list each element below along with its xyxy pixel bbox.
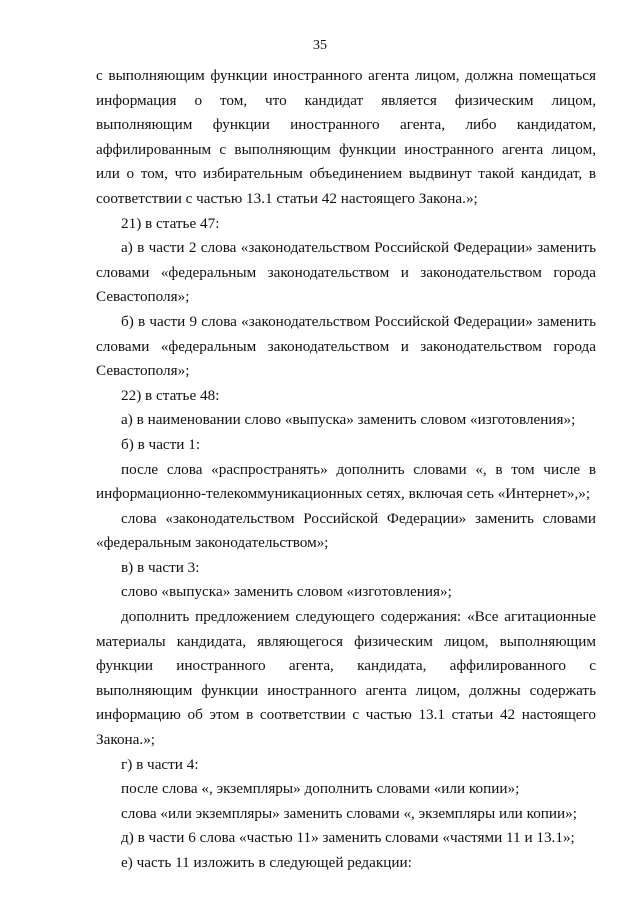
- document-body: [96, 64, 596, 876]
- paragraph-22g-addition: после слова «, экземпляры» дополнить словами «или копии»;: [121, 780, 520, 798]
- paragraph-22b-addition: после слова «распространять» дополнить словами «, в том числе в информационно-телекоммуникационных сетях, включая сеть «Интернет»,»;: [96, 460, 596, 503]
- paragraph-22g-replacement: слова «или экземпляры» заменить словами «, экземпляры или копии»;: [121, 804, 577, 822]
- paragraph-22b-replacement: слова «законодательством Российской Федерации» заменить словами «федеральным законодательством»;: [96, 509, 596, 552]
- paragraph-item-21a: а) в части 2 слова «законодательством Российской Федерации» заменить словами «федеральным законодательством и законодательством города Севастополя»;: [96, 239, 596, 306]
- paragraph-22v-replacement: слово «выпуска» заменить словом «изготовления»;: [121, 583, 452, 601]
- paragraph-item-22b: б) в части 1:: [121, 435, 201, 453]
- paragraph-item-22v: в) в части 3:: [121, 558, 200, 576]
- paragraph-item-22e: е) часть 11 изложить в следующей редакции:: [121, 854, 412, 871]
- paragraph-22v-addition: дополнить предложением следующего содержания: «Все агитационные материалы кандидата, являющегося физическим лицом, выполняющим функции иностранного агента, кандидата, аффилированного с выполняющим функции иностранного агента лицом, должны содержать информацию об этом в соответствии с частью 13.1 статьи 42 настоящего Закона.»;: [96, 608, 596, 749]
- paragraph-item-22d: д) в части 6 слова «частью 11» заменить словами «частями 11 и 13.1»;: [121, 829, 575, 847]
- paragraph-item-22: 22) в статье 48:: [121, 386, 220, 404]
- paragraph-item-22a: а) в наименовании слово «выпуска» заменить словом «изготовления»;: [121, 411, 576, 429]
- paragraph-item-21: 21) в статье 47:: [121, 214, 220, 232]
- paragraph-item-22g: г) в части 4:: [121, 755, 199, 773]
- paragraph-item-21b: б) в части 9 слова «законодательством Российской Федерации» заменить словами «федеральным законодательством и законодательством города Севастополя»;: [96, 312, 596, 380]
- page-number: 35: [313, 38, 327, 53]
- paragraph-continuation: с выполняющим функции иностранного агента лицом, должна помещаться информация о том, что кандидат является физическим лицом, выполняющим функции иностранного агента, либо кандидатом, аффилированным с выполняющим функции иностранного агента лицом, или о том, что избирательным объединением выдвинут такой кандидат, в соответствии с частью 13.1 статьи 42 настоящего Закона.»;: [96, 67, 596, 207]
